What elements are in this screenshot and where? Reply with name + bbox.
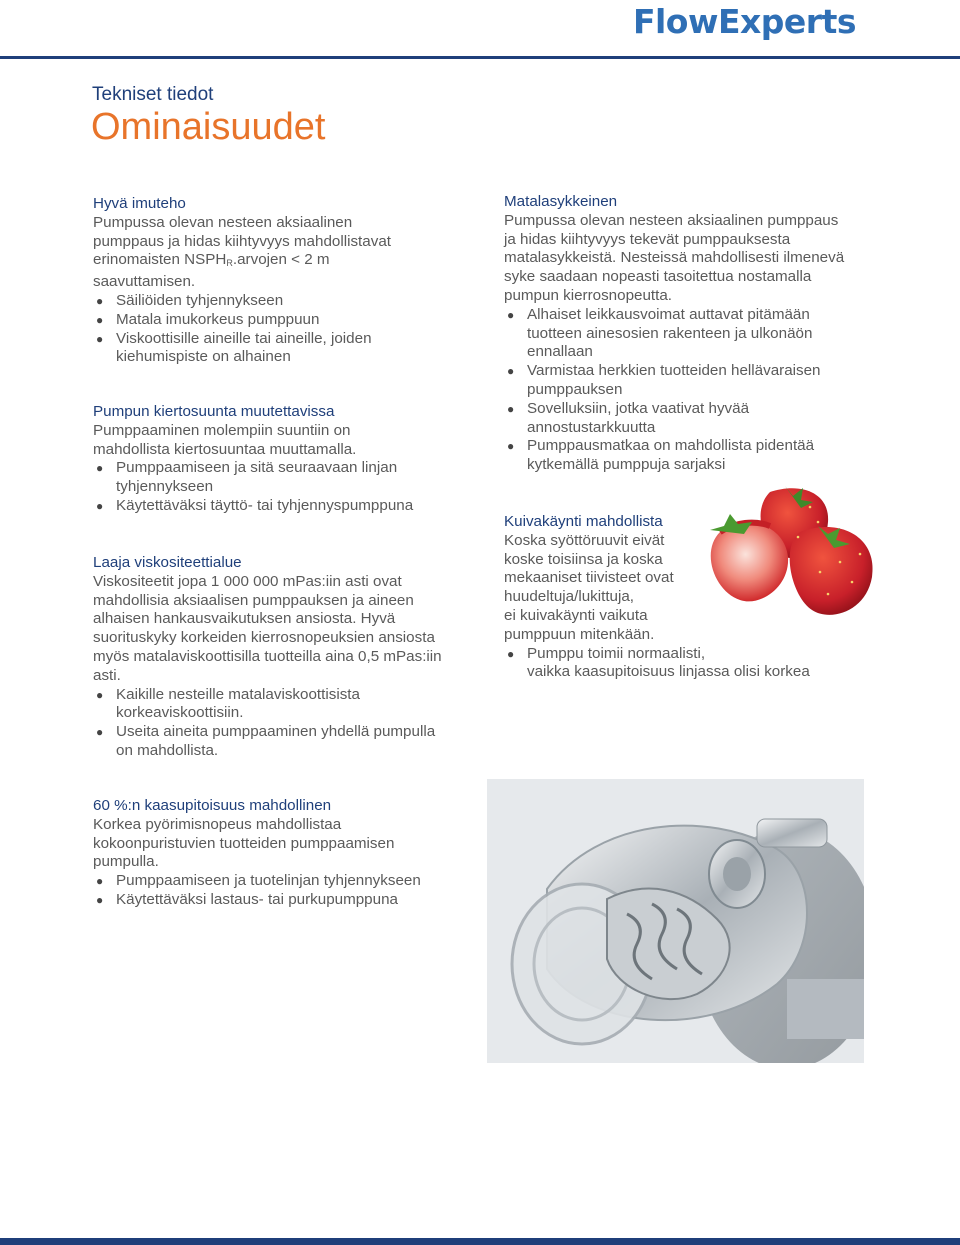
bullet-list [93, 459, 423, 515]
header-divider [0, 56, 960, 59]
section-body: Pumppaaminen molempiin suuntiin on mahdollista kiertosuuntaa muuttamalla. [93, 421, 357, 458]
section-heading: Kuivakäynti mahdollista [504, 513, 663, 530]
section-body-line: mekaaniset tiivisteet ovat [504, 569, 674, 587]
bullet-icon: ● [96, 498, 104, 513]
page-subtitle: Tekniset tiedot [92, 84, 214, 105]
section-heading: Laaja viskositeettialue [93, 554, 242, 571]
bullet-icon: ● [507, 364, 515, 379]
list-item: ● Alhaiset leikkausvoimat auttavat pitämään tuotteen ainesosien rakenteen ja ulkonäön ennallaan [507, 305, 813, 361]
list-item: ● Useita aineita pumppaaminen yhdellä pumpulla on mahdollista. [96, 723, 436, 759]
list-item: ● Pumppu toimii normaalisti, vaikka kaasupitoisuus linjassa olisi korkea [507, 644, 810, 681]
list-item: ● Matala imukorkeus pumppuun [96, 310, 320, 328]
bullet-icon: ● [96, 293, 104, 308]
footer-divider [0, 1238, 960, 1245]
section-body: Pumpussa olevan nesteen aksiaalinen pumppaus ja hidas kiihtyvyys tekevät pumppauksesta matalasykkeistä. Nesteissä mahdollisesti ilmenevä syke saadaan nopeasti tasoitettua nostamalla pumpun kierrosnopeutta. [504, 211, 845, 304]
list-item: ● Varmistaa herkkien tuotteiden hellävaraisen pumppauksen [507, 362, 821, 398]
section-body-line: pumppuun mitenkään. [504, 625, 655, 643]
bullet-list [93, 686, 443, 761]
section-body-line: Koska syöttöruuvit eivät [504, 531, 665, 549]
bullet-icon: ● [96, 312, 104, 327]
bullet-icon: ● [507, 307, 515, 322]
list-item: ● Pumppausmatkaa on mahdollista pidentää kytkemällä pumppuja sarjaksi [507, 437, 815, 474]
list-item: ● Kaikille nesteille matalaviskoottisista korkeaviskoottisiin. [96, 685, 360, 722]
section-body: Korkea pyörimisnopeus mahdollistaa kokoonpuristuvien tuotteiden pumppaamisen pumpulla. [93, 815, 395, 871]
section-body: Pumpussa olevan nesteen aksiaalinen pumppaus ja hidas kiihtyvyys mahdollistavat erinomaisten $NSPH_R.arvojen < 2$ m saavuttamisen. [93, 213, 391, 291]
section-suction [93, 195, 423, 367]
section-body-line: huudeltuja/lukittuja, [504, 588, 635, 606]
bullet-icon: ● [507, 439, 515, 454]
page-title: Ominaisuudet [91, 106, 326, 148]
section-heading: Hyvä imuteho [93, 195, 186, 212]
bullet-icon: ● [96, 892, 104, 907]
bullet-list [93, 872, 453, 910]
section-reversible [93, 403, 423, 516]
page-header [0, 0, 960, 58]
list-item: ● Pumppaamiseen ja tuotelinjan tyhjennykseen [96, 872, 421, 890]
bullet-icon: ● [96, 687, 104, 702]
strawberries-image [700, 482, 880, 622]
list-item: ● Käytettäväksi lastaus- tai purkupumppuna [96, 890, 398, 908]
bullet-list [504, 645, 844, 683]
pump-cutaway-image [487, 779, 864, 1063]
list-item: ● Pumppaamiseen ja sitä seuraavaan linjan tyhjennykseen [96, 459, 398, 496]
bullet-list [504, 306, 849, 475]
section-heading: 60 %:n kaasupitoisuus mahdollinen [93, 797, 332, 814]
section-heading: Pumpun kiertosuunta muutettavissa [93, 403, 335, 420]
section-viscosity [93, 554, 443, 761]
section-low-pulsation [504, 193, 849, 475]
bullet-icon: ● [96, 461, 104, 476]
section-body-line: ei kuivakäynti vaikuta [504, 606, 648, 624]
section-gas-content [93, 797, 453, 910]
section-body: Viskositeetit jopa 1 000 000 mPas:iin asti ovat mahdollisia aksiaalisen pumppauksen ja aineen alhaisen hankausvaikutuksen ansiosta. Hyvä suorituskyky korkeiden kierrosnopeuksien ansiosta myös matalaviskoottisilla tuotteilla aina 0,5 mPas:iin asti. [93, 572, 442, 684]
list-item: ● Viskoottisille aineille tai aineille, joiden kiehumispiste on alhainen [96, 329, 372, 366]
list-item: ● Säiliöiden tyhjennykseen [96, 291, 284, 309]
bullet-icon: ● [96, 331, 104, 346]
bullet-icon: ● [507, 401, 515, 416]
section-body-line: koske toisiinsa ja koska [504, 550, 663, 568]
bullet-icon: ● [96, 725, 104, 740]
section-heading: Matalasykkeinen [504, 193, 618, 210]
bullet-icon: ● [96, 874, 104, 889]
bullet-list [93, 292, 423, 367]
list-item: ● Käytettäväksi täyttö- tai tyhjennyspumppuna [96, 496, 414, 514]
flowexperts-logo: FlowExperts [632, 2, 856, 41]
list-item: ● Sovelluksiin, jotka vaativat hyvää annostustarkkuutta [507, 399, 750, 436]
bullet-icon: ● [507, 646, 515, 661]
